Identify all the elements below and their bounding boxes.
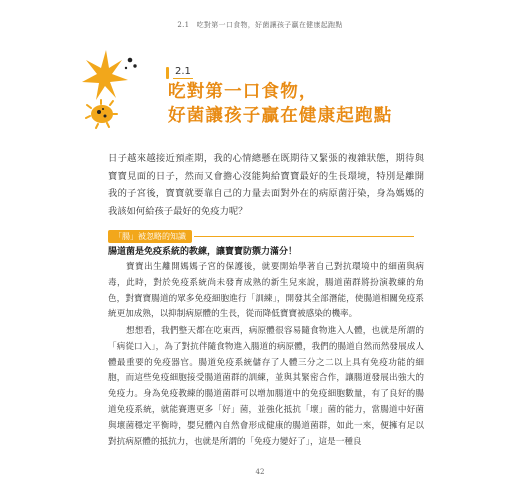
chapter-title bbox=[168, 80, 392, 128]
body-paragraph-2: 想想看，我們整天都在吃東西，病原體很容易隨食物進入人體，也就是所謂的「病從口入」，為了對抗伴隨食物進入腸道的病原體，我們的腸道自然而然發展成人體最重要的免疫器官。腸道免疫系統儲存了人體三分之二以上具有免疫功能的細胞，而這些免疫細胞接受腸道菌群的訓練，並與其緊密合作，讓腸道發展出強大的免疫力。身為免疫教練的腸道菌群可以增加腸道中的免疫細胞數量，有了良好的腸道免疫系統，就能賽選更多「好」菌，並強化抵抗「壞」菌的能力，當腸道中好菌與壞菌穩定平衡時，嬰兒體內自然會形成健康的腸道菌群，如此一來，便擁有足以對抗病原體的抵抗力，也就是所謂的「免疫力變好了」，這是一種良 bbox=[108, 326, 424, 447]
chapter-number: 2.1 bbox=[175, 66, 191, 77]
chapter-number-badge bbox=[166, 66, 193, 79]
running-head: 2.1 吃對第一口食物，好菌讓孩子贏在健康起跑點 bbox=[177, 21, 343, 29]
page-number: 42 bbox=[255, 468, 265, 476]
section-tag bbox=[108, 230, 414, 243]
body-paragraph-1: 寶寶出生離開媽媽子宮的保護後，就要開始學著自己對抗環境中的細菌與病毒，此時，對於免疫系統尚未發育成熟的新生兒來說，腸道菌群將扮演教練的角色，對寶寶腸道的眾多免疫細胞進行「訓練」，開發其全部潛能，使腸道相關免疫系統更加成熟，以抑制病原體的生長，從而降低寶寶被感染的機率。 bbox=[108, 262, 424, 320]
bacteria-decoration-icon bbox=[78, 46, 158, 136]
intro-paragraph: 日子越來越接近預產期，我的心情總懸在既期待又緊張的複雜狀態，期待與寶寶見面的日子，然而又會擔心沒能夠給寶寶最好的生長環境，特別是離開我的子宮後，寶寶就要靠自己的力量去面對外在的病原菌汙染，身為媽媽的我該如何給孩子最好的免疫力呢？ bbox=[108, 153, 424, 217]
chapter-title-line-2: 好菌讓孩子贏在健康起跑點 bbox=[168, 106, 393, 126]
section-heading: 腸道菌是免疫系統的教練，讓寶寶防禦力滿分！ bbox=[108, 247, 298, 257]
section-tag-label: 「腸」被忽略的知識 bbox=[108, 230, 192, 243]
section-tag-rule bbox=[194, 236, 414, 237]
chapter-title-line-1: 吃對第一口食物， bbox=[168, 82, 318, 102]
badge-bracket bbox=[166, 67, 169, 79]
